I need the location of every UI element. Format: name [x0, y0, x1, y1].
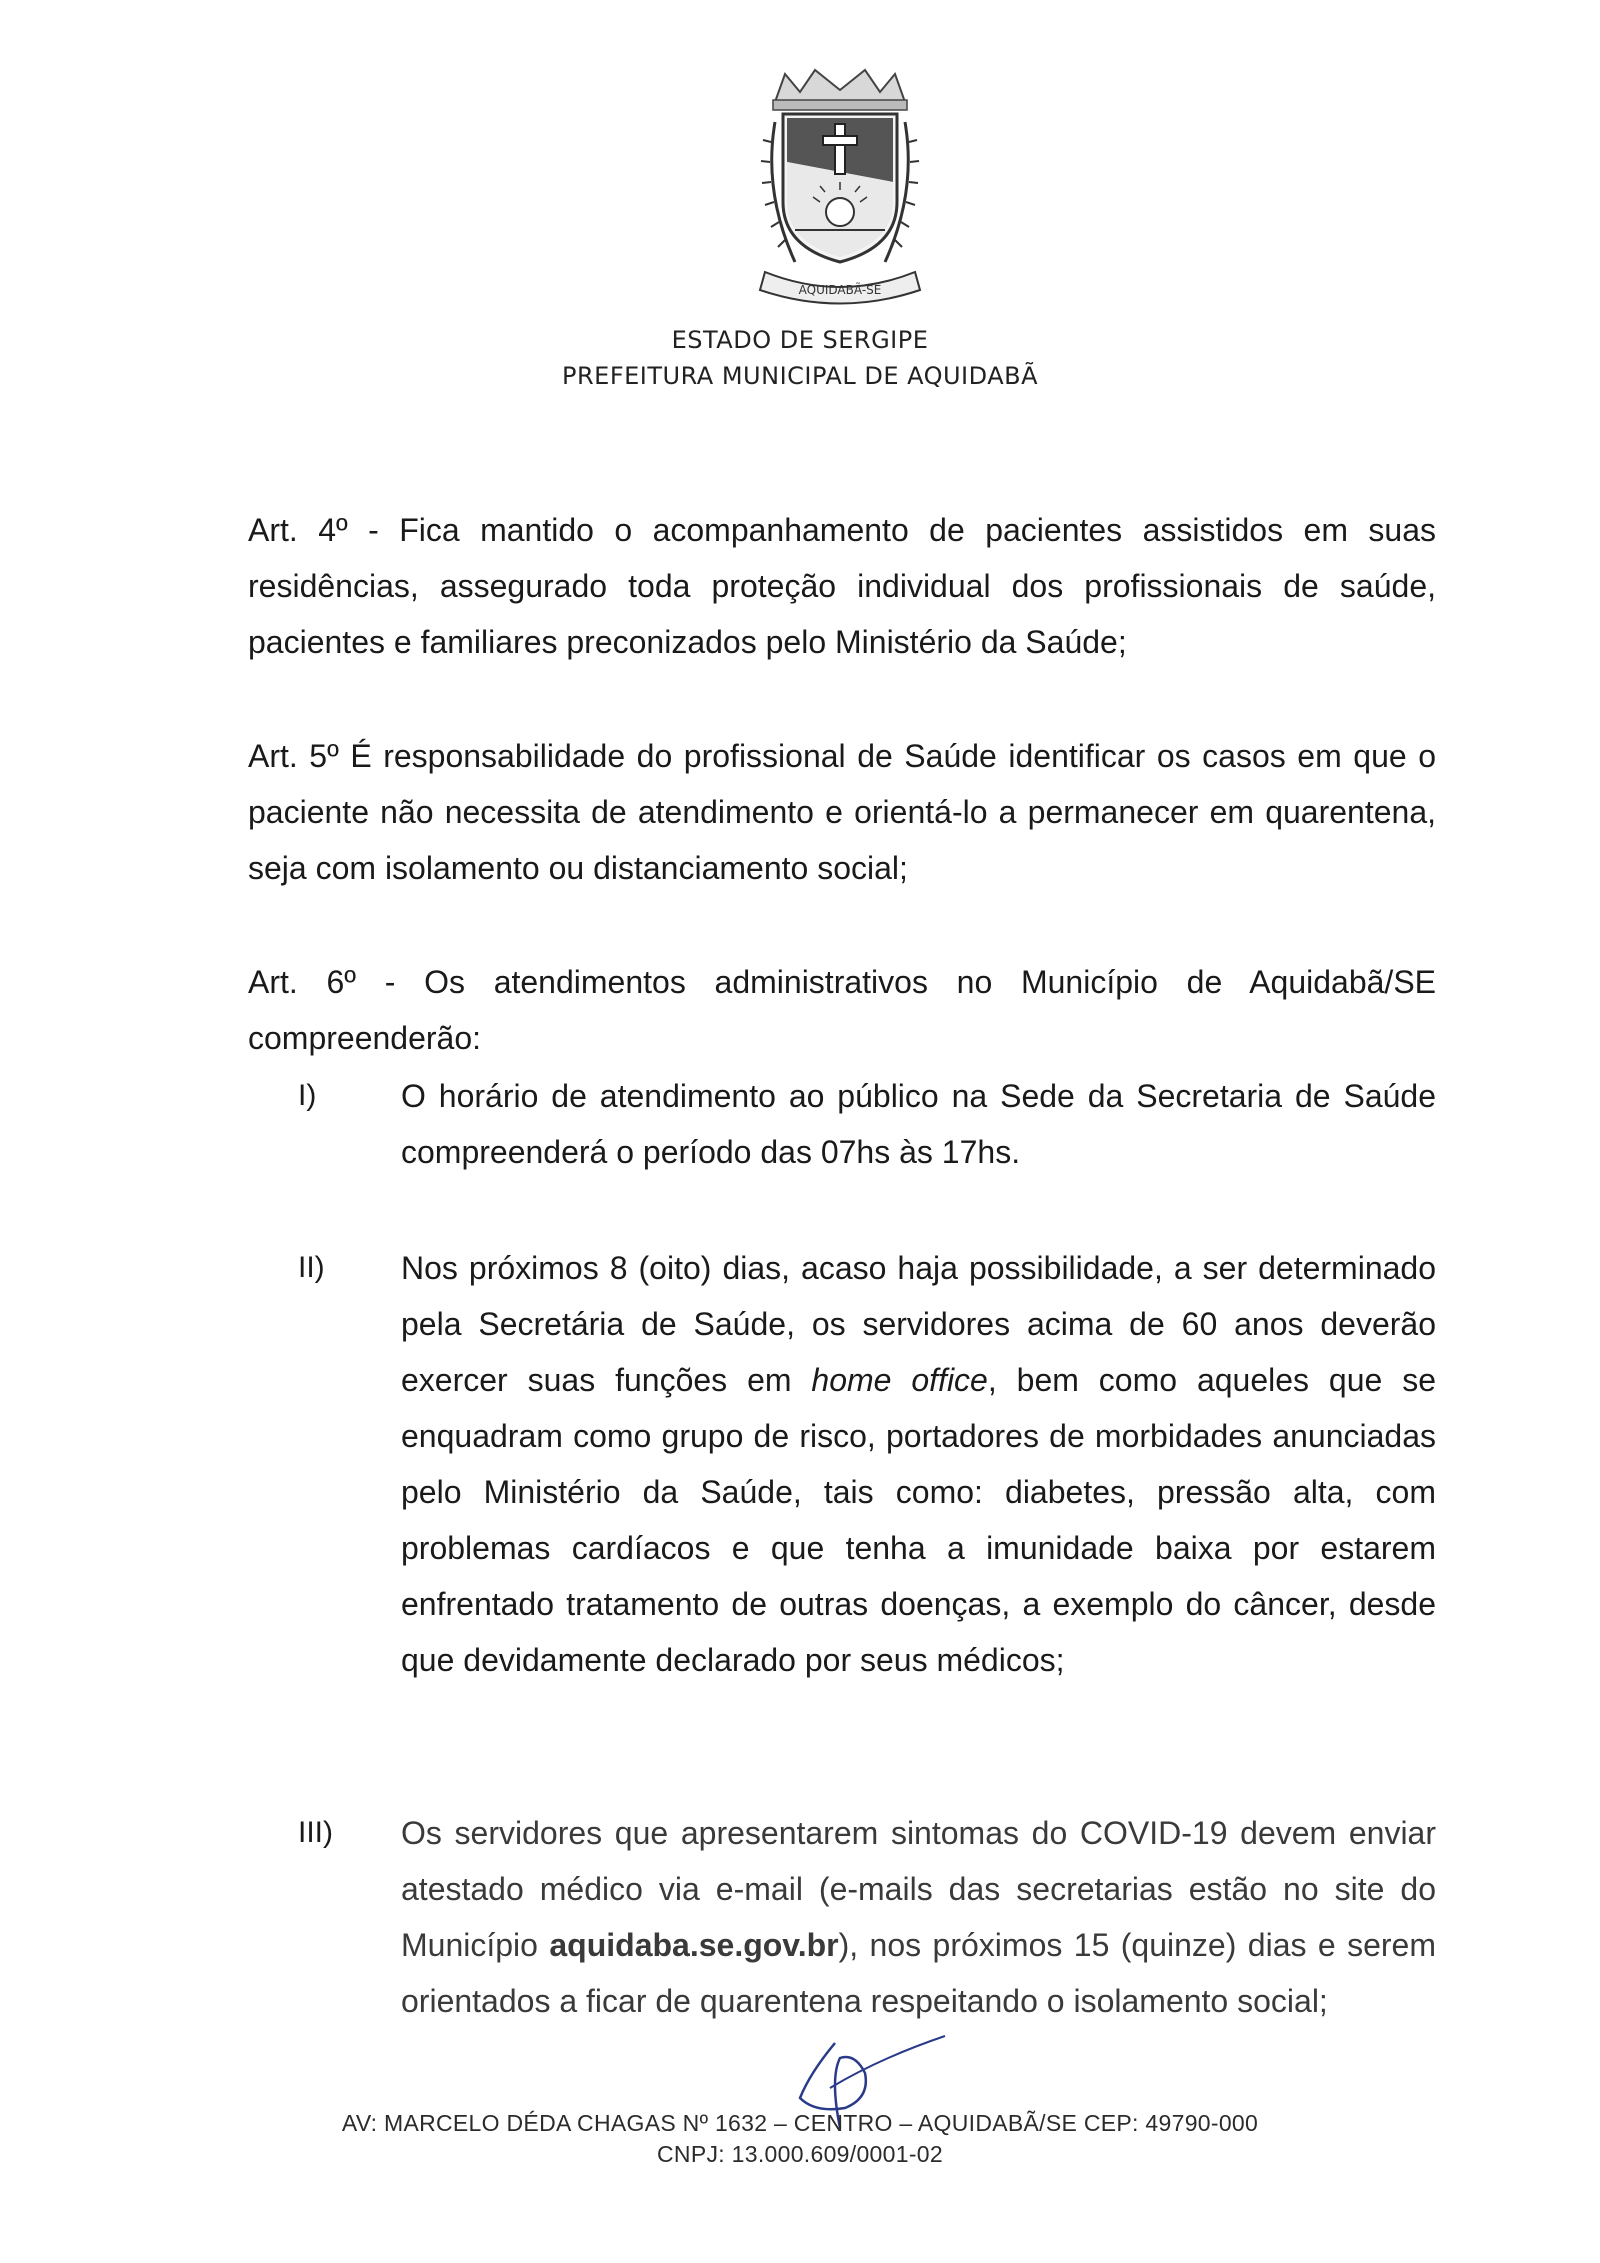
- coat-of-arms-icon: [755, 62, 925, 317]
- header-state: ESTADO DE SERGIPE: [671, 326, 929, 354]
- list-item-number: II): [298, 1251, 325, 1284]
- list-item-1: [248, 1068, 1436, 1180]
- list-item-2: [248, 1240, 1436, 1688]
- list-item-text: O horário de atendimento ao público na Sede da Secretaria de Saúde compreenderá o período das 07hs às 17hs.: [401, 1078, 1436, 1170]
- list-item-number: I): [298, 1079, 317, 1112]
- list-item-text: Os servidores que apresentarem sintomas do COVID-19 devem enviar atestado médico via e-mail (e-mails das secretarias estão no site do Município aquidaba.se.gov.br), nos próximos 15 (quinze) dias e serem orientados a ficar de quarentena respeitando o isolamento social;: [401, 1815, 1437, 2019]
- article-4: Art. 4º - Fica mantido o acompanhamento de pacientes assistidos em suas residências, assegurado toda proteção individual dos profissionais de saúde, pacientes e familiares preconizados pelo Ministério da Saúde;: [248, 512, 1436, 660]
- list-item-number: III): [298, 1816, 333, 1849]
- footer-cnpj: CNPJ: 13.000.609/0001-02: [657, 2141, 943, 2167]
- article-6: Art. 6º - Os atendimentos administrativos no Município de Aquidabã/SE compreenderão:: [248, 964, 1436, 1056]
- svg-text:AQUIDABÃ-SE: AQUIDABÃ-SE: [798, 283, 882, 297]
- list-item-text: Nos próximos 8 (oito) dias, acaso haja possibilidade, a ser determinado pela Secretária de Saúde, os servidores acima de 60 anos deverão exercer suas funções em home office, bem como aqueles que se enquadram como grupo de risco, portadores de morbidades anunciadas pelo Ministério da Saúde, tais como: diabetes, pressão alta, com problemas cardíacos e que tenha a imunidade baixa por estarem enfrentado tratamento de outras doenças, a exemplo do câncer, desde que devidamente declarado por seus médicos;: [401, 1250, 1437, 1678]
- italic-term: home office: [811, 1362, 988, 1398]
- list-item-3: [248, 1805, 1436, 2029]
- header-municipality: PREFEITURA MUNICIPAL DE AQUIDABÃ: [562, 362, 1038, 390]
- footer-address: AV: MARCELO DÉDA CHAGAS Nº 1632 – CENTRO – AQUIDABÃ/SE CEP: 49790-000: [341, 2110, 1259, 2136]
- article-5: Art. 5º É responsabilidade do profissional de Saúde identificar os casos em que o paciente não necessita de atendimento e orientá-lo a permanecer em quarentena, seja com isolamento ou distanciamento social;: [248, 738, 1436, 886]
- website-link: aquidaba.se.gov.br: [549, 1927, 839, 1963]
